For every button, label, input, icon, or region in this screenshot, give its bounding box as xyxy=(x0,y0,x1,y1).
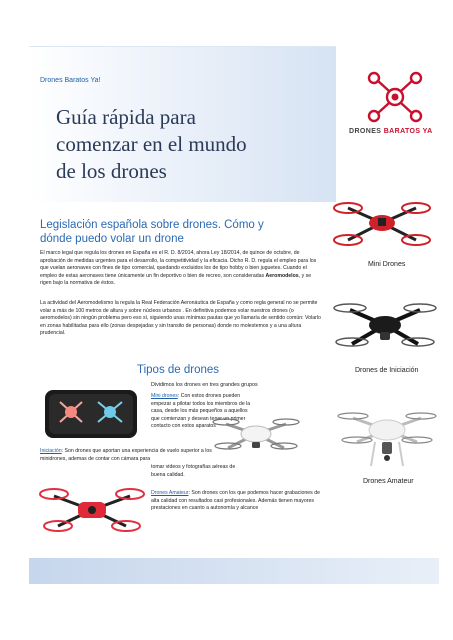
iniciacion-paragraph-cont: tomar videos y fotografías aéreas de buena calidad. xyxy=(151,464,236,478)
section-tipos-title: Tipos de drones xyxy=(137,364,220,376)
red-drone-image xyxy=(38,478,146,548)
mini-drones-text: : Con estos drones pueden empezar a pilotar todos los miembros de la casa, desde los más pequeños a aquellos que comienzan y desean tener un primer contacto con estos aparatos xyxy=(151,393,251,430)
mini-drone-image xyxy=(330,188,435,258)
mini-drones-case-image xyxy=(40,378,142,443)
amateur-paragraph xyxy=(151,490,326,513)
section1-title-line-1: Legislación española sobre drones. Cómo y xyxy=(40,219,264,231)
page-title xyxy=(56,104,316,185)
mini-drones-link[interactable]: Mini drones xyxy=(151,393,178,399)
title-line-2: comenzar en el mundo xyxy=(56,132,247,156)
legislacion-paragraph-1 xyxy=(40,250,322,288)
title-line-3: de los drones xyxy=(56,159,167,183)
legislacion-paragraph-2: La actividad del Aeromodelismo la regula la Real Federación Aeronáutica de España y como regla general no se permite volar a más de 100 metros de altura y sobre núcleos urbanos . En definitiva podemos volar nuestros drones (o aeromodelos) sin ningún problema pero eso sí, siguiendo unas mínimas pautas que yo llamaría de sentido común: Volarlo en zonas habilitadas para ello (zonas despejadas y sin transito de personas) donde no molestemos y a una altura prudencial. xyxy=(40,300,321,337)
p1-text: El marco legal que regula los drones en España es el R. D. 8/2014, ahora Ley 18/2014, de quince de octubre, de aprobación de medidas urgentes para el desarrollo, la competitividad y la eficacia. Dicho R. D. regula el empleo para los que vuelan aeronaves con fines de tipo comercial, quedando excluidos los de tipo hobby o bien juguetes. Cuando el empleo de estas aeronaves tiene únicamente un fin deportivo o bien de recreo, son consideradas xyxy=(40,250,317,279)
iniciacion-drone-image xyxy=(330,290,440,360)
iniciacion-link[interactable]: Iniciación xyxy=(40,448,62,454)
section1-title-line-2: dónde puedo volar un drone xyxy=(40,233,184,245)
brand-name: Drones Baratos Ya! xyxy=(40,77,101,84)
tipos-intro: Dividimos los drones en tres grandes grupos xyxy=(151,382,258,388)
caption-mini-drones: Mini Drones xyxy=(368,261,406,268)
caption-drones-amateur: Drones Amateur xyxy=(363,478,414,485)
amateur-drone-image xyxy=(335,400,440,475)
caption-drones-iniciacion: Drones de Iniciación xyxy=(355,367,419,374)
iniciacion-text: : Son drones que aportan una experiencia de vuelo superior a los minidrones, ademas de contar con cámara para xyxy=(40,448,212,462)
logo-text-b: BARATOS YA xyxy=(383,128,433,135)
footer-band xyxy=(29,558,439,584)
white-drone-image xyxy=(210,406,302,464)
p1-end: , y se rigen bajo la normativa de éstos. xyxy=(40,272,312,287)
amateur-link[interactable]: Drones Amateur xyxy=(151,490,189,496)
logo-text xyxy=(349,128,433,135)
iniciacion-paragraph xyxy=(40,448,215,463)
p1-bold: Aeromodelos xyxy=(265,272,299,279)
amateur-text: : Son drones con los que podemos hacer grabaciones de alta calidad con resultados casi profesionales. Además tienen mayores prestaciones en cuanto a autonomía y alcance xyxy=(151,490,320,512)
title-line-1: Guía rápida para xyxy=(56,105,196,129)
logo-text-a: DRONES xyxy=(349,128,384,135)
section-legislacion-title xyxy=(40,218,320,246)
